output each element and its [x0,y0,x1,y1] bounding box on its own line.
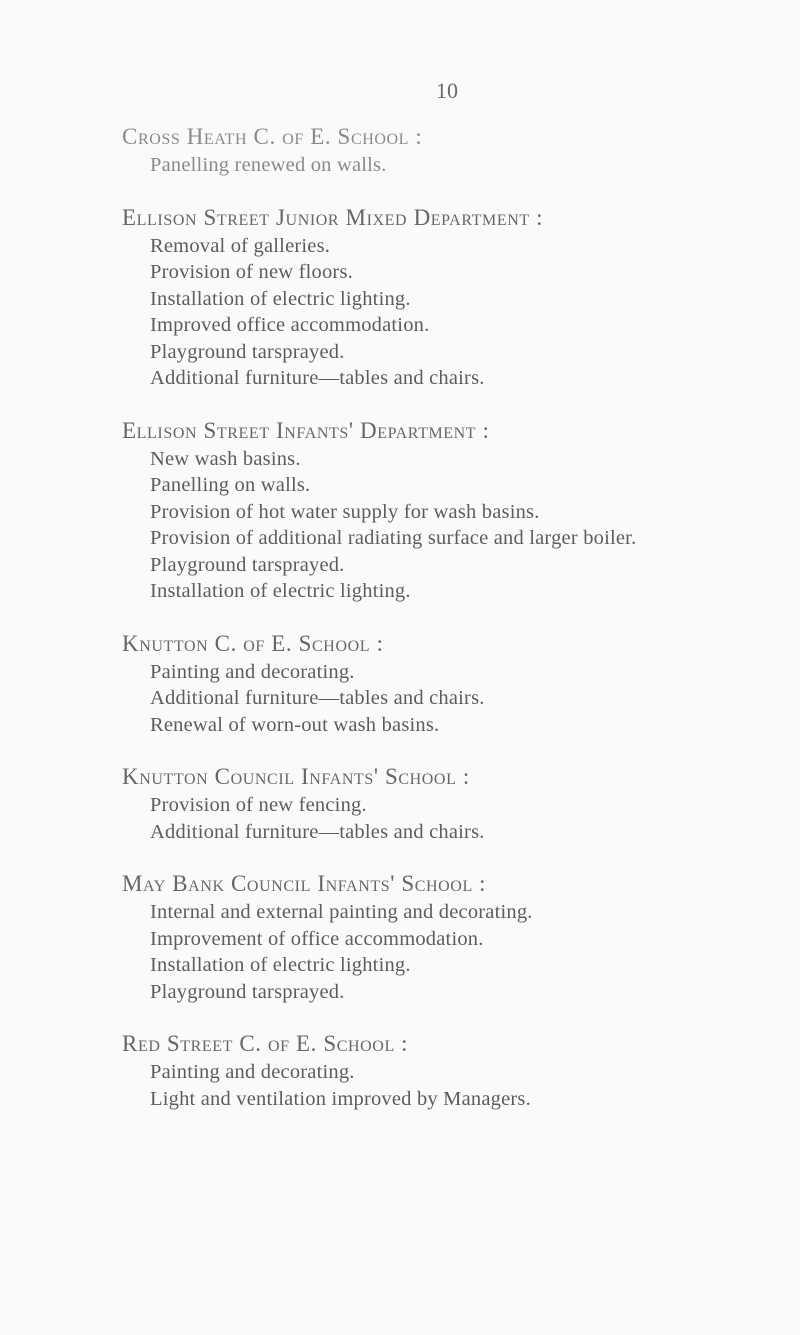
list-item: Installation of electric lighting. [150,287,411,310]
list-item: Installation of electric lighting. [150,954,411,976]
section-knutton-ce [122,629,792,739]
list-item: Additional furniture—tables and chairs. [150,820,485,843]
list-item: Additional furniture—tables and chairs. [150,687,485,709]
list-item: Removal of galleries. [150,234,331,257]
section-ellison-infants [122,416,792,605]
section-heading: Knutton Council Infants' School : [122,764,470,789]
section-heading: Cross Heath C. of E. School : [122,124,423,149]
list-item: Playground tarsprayed. [150,553,345,576]
list-item: Renewal of worn-out wash basins. [150,713,440,736]
document-body [122,122,792,1136]
list-item: Improved office accommodation. [150,314,430,336]
list-item: Painting and decorating. [150,1061,355,1083]
list-item: Provision of hot water supply for wash basins. [150,500,540,523]
section-heading: May Bank Council Infants' School : [122,871,487,896]
list-item: Panelling on walls. [150,474,311,496]
section-red-street [122,1029,792,1112]
list-item: Panelling renewed on walls. [150,154,387,176]
list-item: Painting and decorating. [150,660,355,683]
list-item: Installation of electric lighting. [150,580,411,602]
list-item: Light and ventilation improved by Managers. [150,1087,531,1110]
page-number: 10 [436,78,458,103]
list-item: New wash basins. [150,447,301,470]
section-may-bank [122,869,792,1005]
list-item: Playground tarsprayed. [150,340,345,363]
section-heading: Knutton C. of E. School : [122,630,384,656]
section-heading: Ellison Street Infants' Department : [122,417,490,443]
list-item: Additional furniture—tables and chairs. [150,367,485,389]
list-item: Provision of new fencing. [150,794,367,816]
list-item: Provision of additional radiating surface and larger boiler. [150,527,637,549]
list-item: Playground tarsprayed. [150,980,345,1003]
section-knutton-council [122,762,792,845]
section-heading: Red Street C. of E. School : [122,1031,409,1056]
section-cross-heath [122,122,792,179]
list-item: Internal and external painting and decorating. [150,901,533,923]
section-heading: Ellison Street Junior Mixed Department : [122,204,544,230]
section-ellison-junior [122,203,792,392]
list-item: Provision of new floors. [150,261,353,283]
list-item: Improvement of office accommodation. [150,927,484,950]
